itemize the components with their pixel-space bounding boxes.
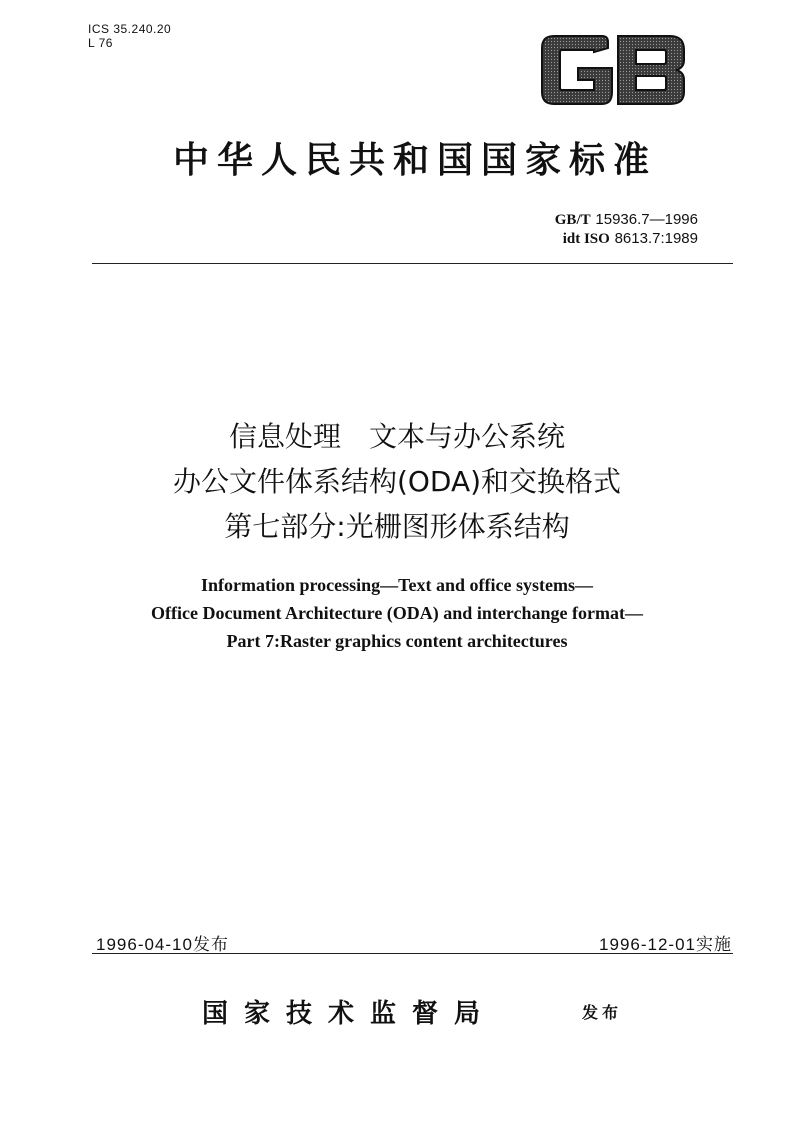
english-title-line-2: Office Document Architecture (ODA) and interchange format— — [151, 603, 643, 623]
ics-code: ICS 35.240.20 — [88, 22, 172, 36]
gb-number: 15936.7—1996 — [595, 211, 698, 228]
top-divider — [92, 263, 733, 264]
idt-prefix: idt ISO — [562, 231, 610, 247]
classification-code: L 76 — [88, 36, 113, 50]
gb-logo — [538, 34, 688, 110]
gb-prefix: GB/T — [554, 212, 591, 228]
chinese-title-line-1: 信息处理 文本与办公系统 — [228, 420, 565, 453]
issuing-authority: 国家技术监督局 — [202, 999, 497, 1029]
bottom-divider — [92, 953, 733, 954]
national-standard-title: 中华人民共和国国家标准 — [172, 140, 657, 181]
chinese-title-line-2: 办公文件体系结构(ODA)和交换格式 — [172, 465, 622, 498]
gb-standard-number — [555, 210, 698, 229]
publish-label: 发布 — [582, 1003, 623, 1022]
implementation-date: 1996-12-01实施 — [599, 935, 732, 954]
issue-date: 1996-04-10发布 — [96, 935, 229, 954]
iso-equivalent-number — [555, 229, 698, 248]
iso-number: 8613.7:1989 — [614, 230, 698, 247]
english-title-line-1: Information processing—Text and office systems— — [201, 575, 593, 595]
gb-logo-graphic — [538, 34, 688, 106]
chinese-title-line-3: 第七部分:光栅图形体系结构 — [224, 510, 570, 543]
document-codes — [88, 22, 171, 50]
standard-number-block — [555, 210, 698, 248]
english-title-line-3: Part 7:Raster graphics content architectures — [226, 631, 568, 651]
